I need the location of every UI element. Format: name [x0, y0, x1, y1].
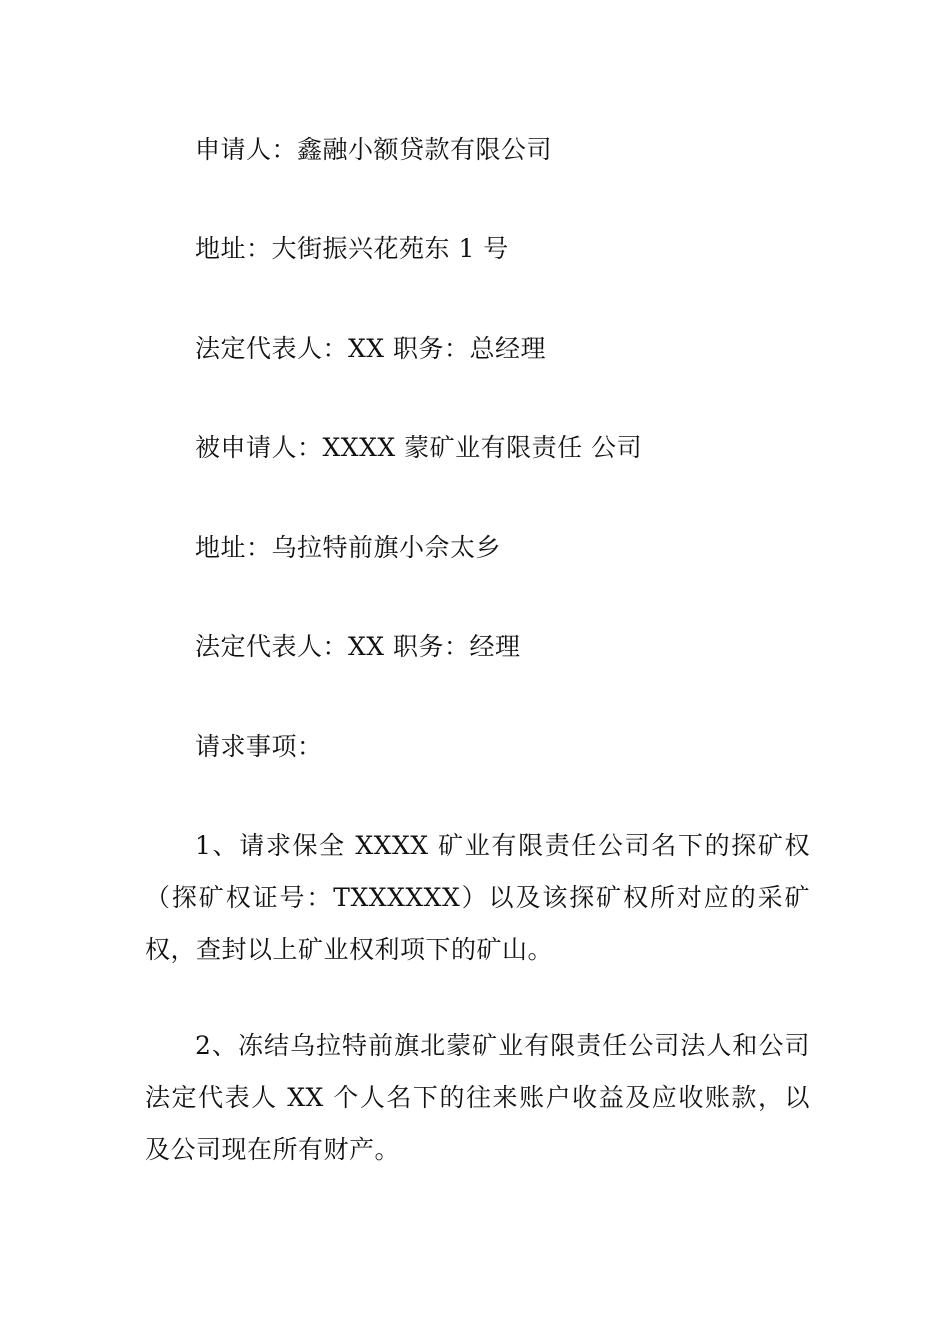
request-heading: 请求事项：: [195, 732, 323, 761]
respondent-line: 被申请人：XXXX 蒙矿业有限责任 公司: [195, 433, 643, 462]
request-item-2: 2、冻结乌拉特前旗北蒙矿业有限责任公司法人和公司法定代表人 XX 个人名下的往来账户收益及应收账款，以及公司现在所有财产。: [145, 1031, 810, 1164]
applicant-line: 申请人：鑫融小额贷款有限公司: [195, 135, 553, 164]
respondent-address-line: 地址：乌拉特前旗小佘太乡: [195, 533, 502, 562]
request-item-1: 1、请求保全 XXXX 矿业有限责任公司名下的探矿权（探矿权证号：TXXXXXX）以及该探矿权所对应的采矿权，查封以上矿业权利项下的矿山。: [145, 831, 810, 964]
applicant-representative-line: 法定代表人：XX 职务：总经理: [195, 334, 547, 363]
respondent-representative-line: 法定代表人：XX 职务：经理: [195, 632, 521, 661]
applicant-address-line: 地址：大街振兴花苑东 1 号: [195, 234, 509, 263]
